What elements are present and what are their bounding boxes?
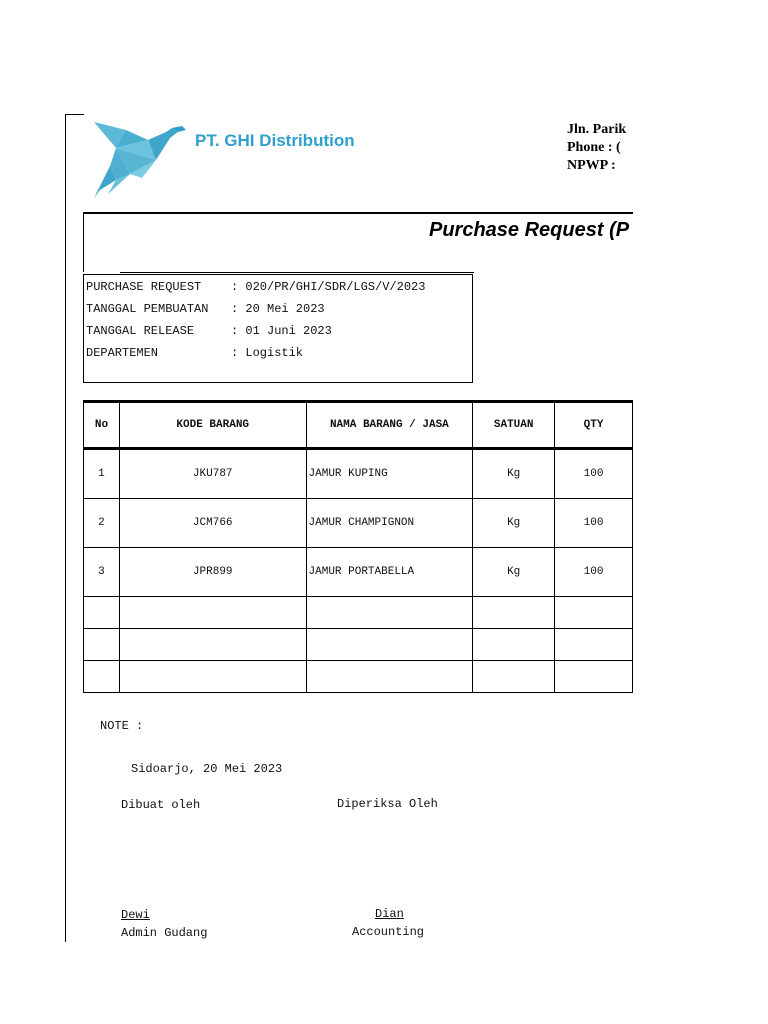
company-phone: Phone : ( xyxy=(567,140,621,155)
cell-no: 1 xyxy=(84,449,120,499)
cell-kode: JKU787 xyxy=(119,449,306,499)
cell-satuan: Kg xyxy=(473,449,555,499)
cell-nama: JAMUR CHAMPIGNON xyxy=(306,499,473,548)
header-no: No xyxy=(84,402,120,449)
header-kode-barang: KODE BARANG xyxy=(119,402,306,449)
info-box-top-line xyxy=(120,272,474,273)
header-satuan: SATUAN xyxy=(473,402,555,449)
cell-kode: JCM766 xyxy=(119,499,306,548)
table-row-empty xyxy=(84,597,633,629)
note-label: NOTE : xyxy=(100,719,144,733)
table-header-row xyxy=(84,402,633,449)
info-value: : 01 Juni 2023 xyxy=(231,324,332,338)
company-npwp: NPWP : xyxy=(567,158,616,173)
table-row xyxy=(84,449,633,499)
info-row xyxy=(86,346,303,360)
made-by-role: Admin Gudang xyxy=(121,926,208,940)
left-border xyxy=(65,114,66,942)
info-row xyxy=(86,280,425,294)
info-value: : Logistik xyxy=(231,346,304,360)
cell-qty: 100 xyxy=(555,449,633,499)
cell-nama: JAMUR KUPING xyxy=(306,449,473,499)
info-label: TANGGAL RELEASE xyxy=(86,324,195,338)
top-border xyxy=(65,114,84,115)
info-row xyxy=(86,302,325,316)
table-row-empty xyxy=(84,629,633,661)
table-row-empty xyxy=(84,661,633,693)
cell-kode: JPR899 xyxy=(119,548,306,597)
place-date: Sidoarjo, 20 Mei 2023 xyxy=(131,762,283,776)
cell-no: 3 xyxy=(84,548,120,597)
company-address: Jln. Parik xyxy=(567,122,627,137)
info-label: DEPARTEMEN xyxy=(86,346,159,360)
bird-logo-icon xyxy=(86,118,196,202)
header-qty: QTY xyxy=(555,402,633,449)
info-value: : 20 Mei 2023 xyxy=(231,302,325,316)
checked-by-name: Dian xyxy=(375,907,404,921)
checked-by-role: Accounting xyxy=(352,925,425,939)
cell-qty: 100 xyxy=(555,499,633,548)
company-name: PT. GHI Distribution xyxy=(195,131,355,150)
title-border xyxy=(83,212,84,272)
cell-satuan: Kg xyxy=(473,499,555,548)
cell-no: 2 xyxy=(84,499,120,548)
made-by-label: Dibuat oleh xyxy=(121,798,201,812)
info-box xyxy=(83,274,473,383)
table-row xyxy=(84,499,633,548)
info-value: : 020/PR/GHI/SDR/LGS/V/2023 xyxy=(231,280,426,294)
header-divider xyxy=(83,212,633,214)
cell-satuan: Kg xyxy=(473,548,555,597)
checked-by-label: Diperiksa Oleh xyxy=(337,797,438,811)
table-row xyxy=(84,548,633,597)
made-by-name: Dewi xyxy=(121,908,150,922)
items-table xyxy=(83,400,633,693)
cell-nama: JAMUR PORTABELLA xyxy=(306,548,473,597)
document-title: Purchase Request (P xyxy=(429,219,630,241)
cell-qty: 100 xyxy=(555,548,633,597)
info-label: PURCHASE REQUEST xyxy=(86,280,202,294)
info-row xyxy=(86,324,332,338)
header-nama-barang: NAMA BARANG / JASA xyxy=(306,402,473,449)
info-label: TANGGAL PEMBUATAN xyxy=(86,302,209,316)
